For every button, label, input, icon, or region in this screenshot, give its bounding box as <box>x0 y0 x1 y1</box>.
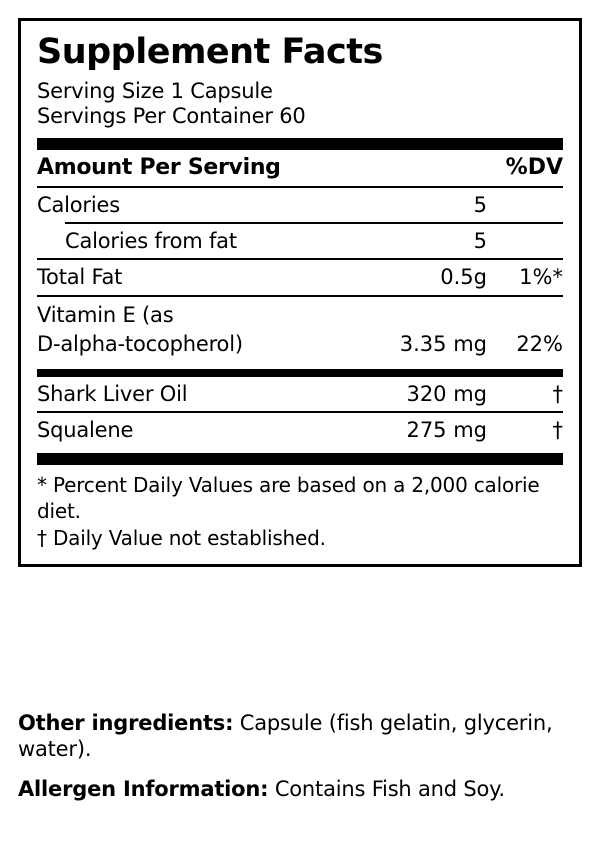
footnote-daily-value-basis: * Percent Daily Values are based on a 2,000 calorie diet. <box>37 473 540 523</box>
nutrient-amount: 275 mg <box>406 418 487 443</box>
table-row <box>37 413 563 447</box>
nutrient-name: D-alpha-tocopherol) <box>37 331 243 356</box>
footnote-dv-not-established: † Daily Value not established. <box>37 526 326 551</box>
table-header-row <box>37 150 563 186</box>
other-ingredients-block <box>18 710 586 763</box>
nutrient-amount: 5 <box>473 229 487 254</box>
table-row <box>37 327 563 361</box>
thick-divider-middle <box>37 369 563 377</box>
table-row <box>37 224 563 258</box>
servings-per-container-text: Servings Per Container 60 <box>37 104 306 129</box>
nutrient-amount: 0.5g <box>440 265 487 290</box>
nutrient-name: Shark Liver Oil <box>37 381 188 406</box>
other-ingredients-label: Other ingredients: <box>18 711 234 735</box>
below-panel-text <box>18 710 586 815</box>
table-row <box>37 260 563 294</box>
nutrient-amount: 5 <box>473 193 487 218</box>
nutrient-name: Calories from fat <box>65 229 237 254</box>
supplement-facts-panel <box>18 18 582 567</box>
thick-divider-top <box>37 138 563 150</box>
allergen-information-block <box>18 776 586 802</box>
nutrient-amount: 320 mg <box>406 381 487 406</box>
panel-title: Supplement Facts <box>37 32 383 72</box>
nutrient-dv: † <box>552 418 563 443</box>
thick-divider-bottom <box>37 453 563 465</box>
nutrient-dv: † <box>552 381 563 406</box>
other-ingredients-text: Capsule (fish gelatin, glycerin, water). <box>18 711 553 762</box>
table-row <box>37 188 563 222</box>
footnotes <box>37 465 563 552</box>
serving-size-text: Serving Size 1 Capsule <box>37 78 273 103</box>
nutrient-name: Total Fat <box>37 265 123 290</box>
amount-per-serving-label: Amount Per Serving <box>37 154 281 180</box>
percent-dv-label: %DV <box>505 154 563 180</box>
nutrient-name-wrap: Vitamin E (as <box>37 302 174 327</box>
nutrient-amount: 3.35 mg <box>399 331 487 356</box>
nutrient-dv: 1%* <box>519 265 563 290</box>
table-row <box>37 377 563 411</box>
allergen-information-label: Allergen Information: <box>18 776 269 801</box>
nutrient-name: Squalene <box>37 418 134 443</box>
allergen-information-text: Contains Fish and Soy. <box>268 776 505 801</box>
nutrient-dv: 22% <box>516 331 563 356</box>
nutrient-name: Calories <box>37 193 120 218</box>
